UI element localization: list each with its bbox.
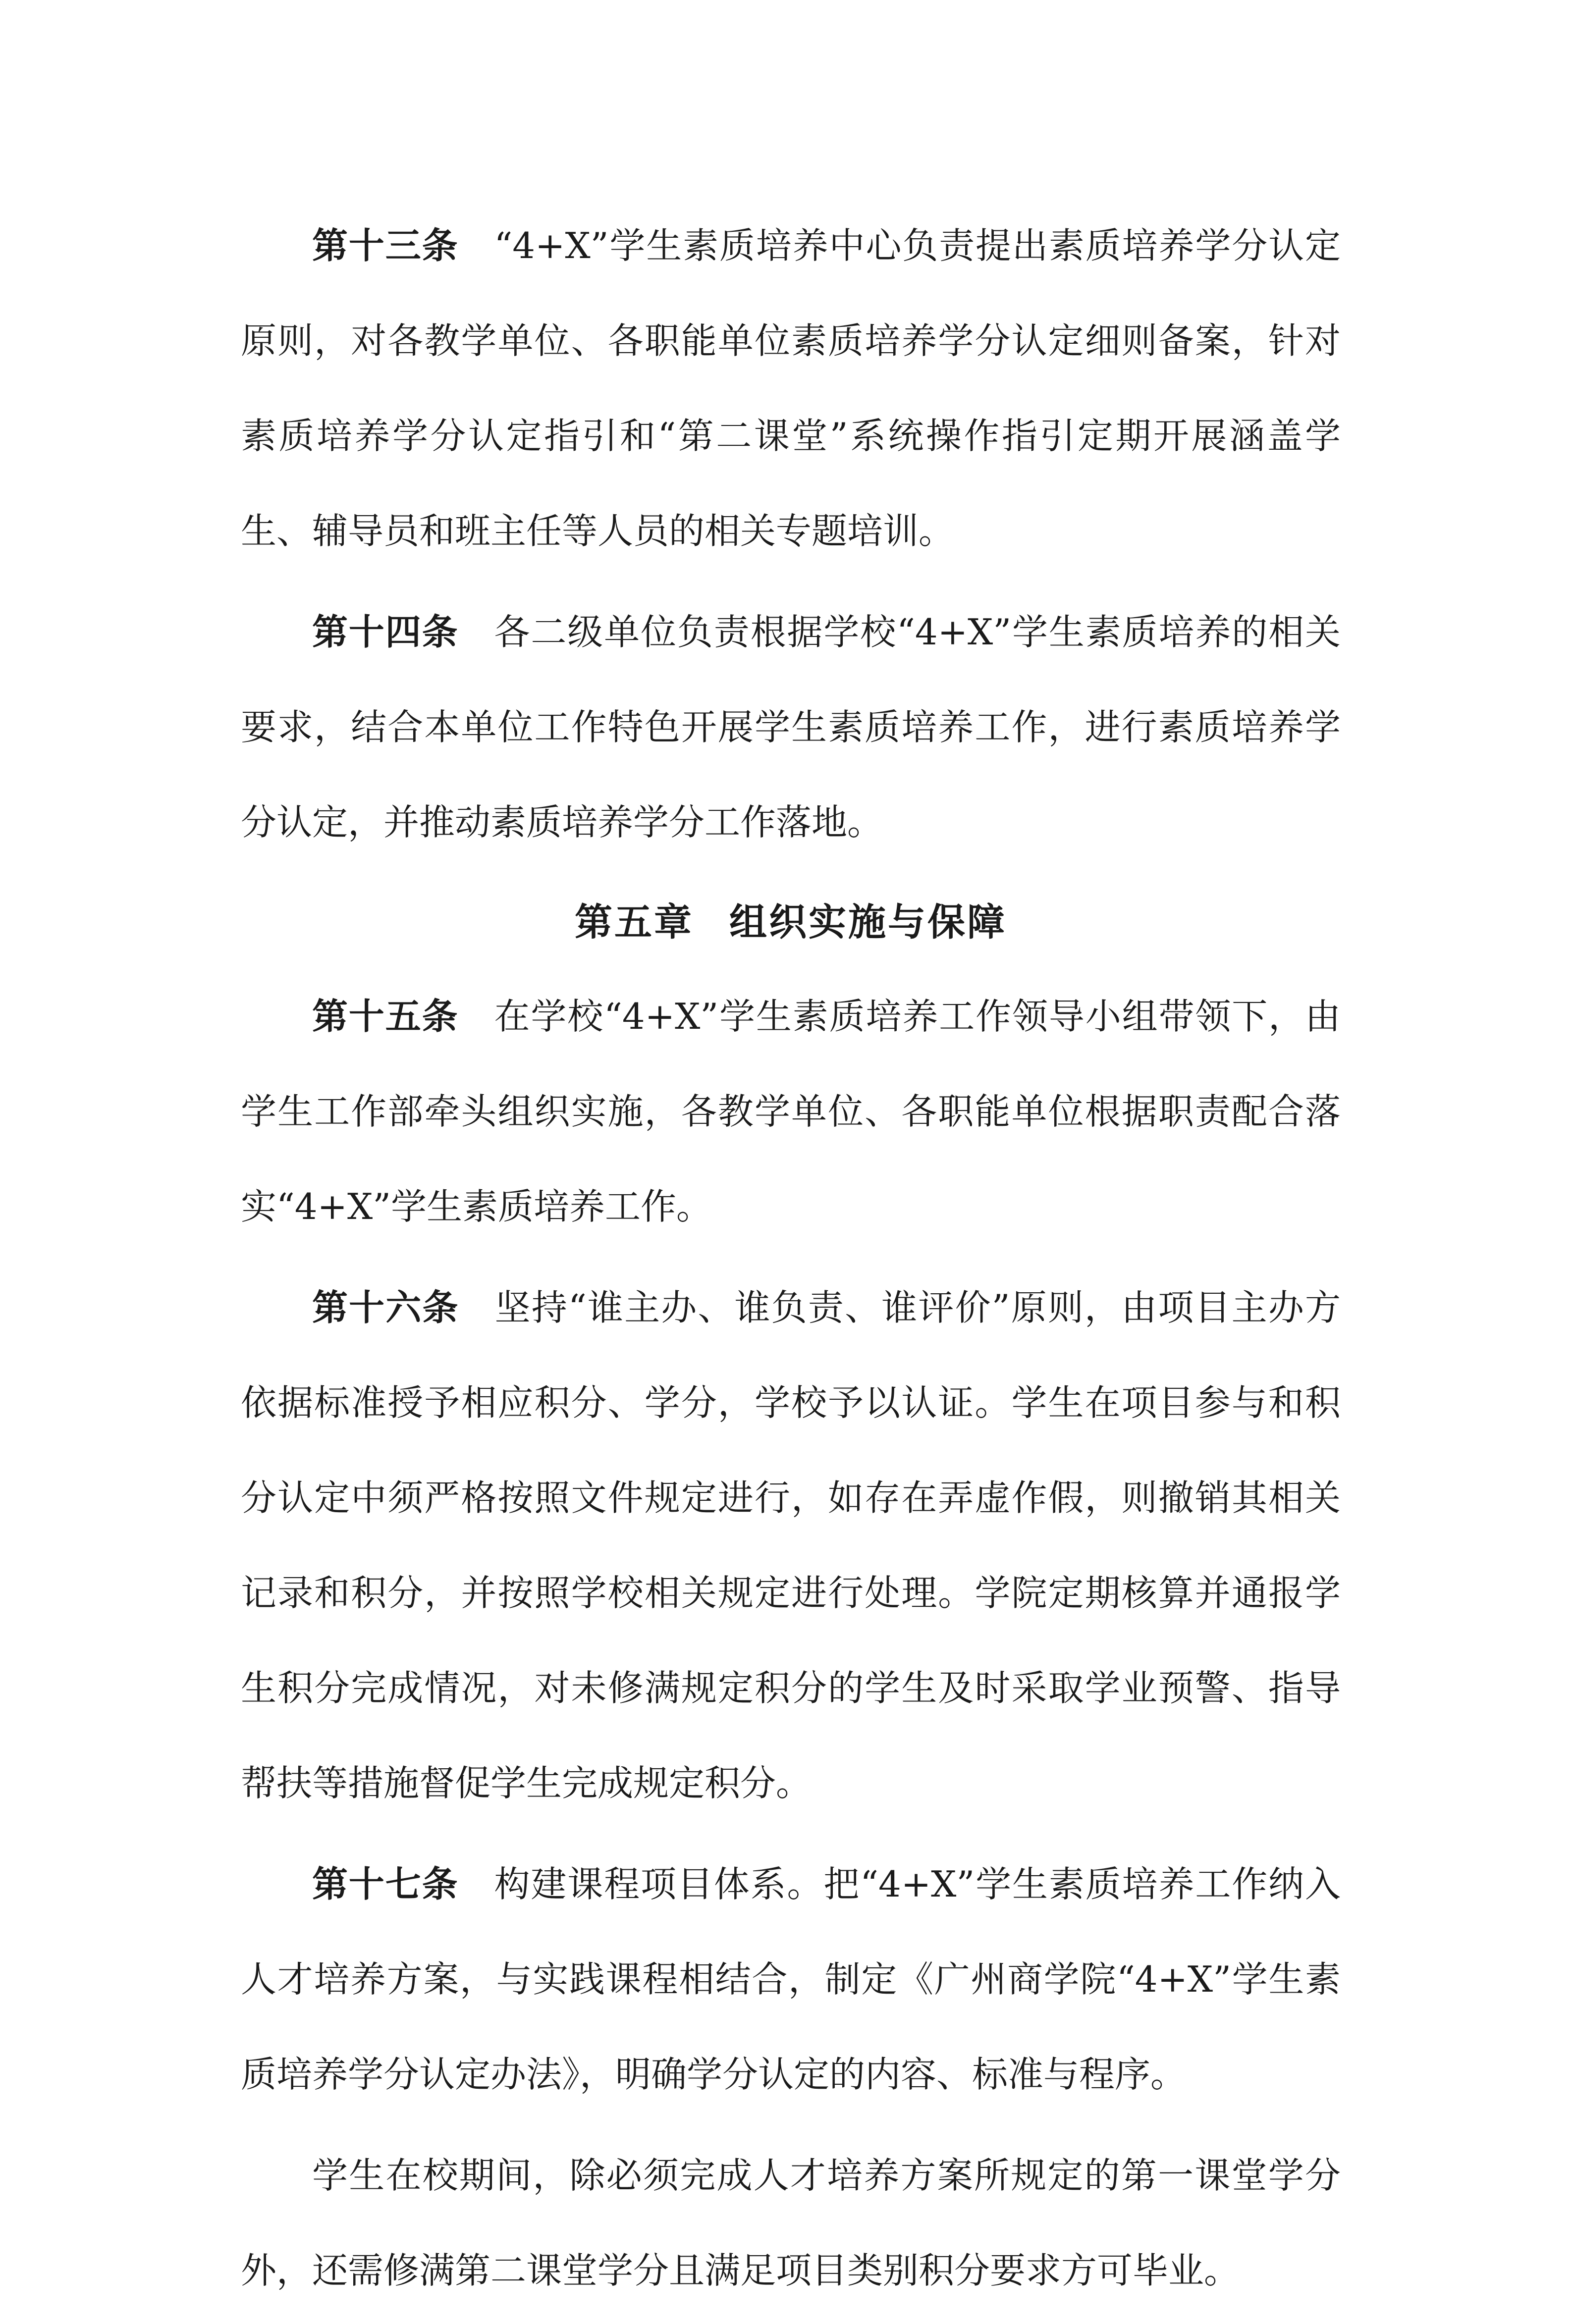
article-number: 第十五条 xyxy=(312,996,459,1037)
article-number: 第十三条 xyxy=(312,225,459,266)
closing-paragraph: 学生在校期间，除必须完成人才培养方案所规定的第一课堂学分外，还需修满第二课堂学分且满足项目类别积分要求方可毕业。 xyxy=(241,2155,1341,2291)
article-15 xyxy=(241,969,1341,1254)
article-16 xyxy=(241,1260,1341,1831)
article-number: 第十六条 xyxy=(312,1287,459,1328)
article-14 xyxy=(241,584,1341,870)
article-text: “4+X”学生素质培养中心负责提出素质培养学分认定原则，对各教学单位、各职能单位素质培养学分认定细则备案，针对素质培养学分认定指引和“第二课堂”系统操作指引定期开展涵盖学生、辅导员和班主任等人员的相关专题培训。 xyxy=(241,225,1341,552)
article-text: 在学校“4+X”学生素质培养工作领导小组带领下，由学生工作部牵头组织实施，各教学单位、各职能单位根据职责配合落实“4+X”学生素质培养工作。 xyxy=(241,996,1341,1227)
article-13 xyxy=(241,198,1341,579)
chapter-title: 组织实施与保障 xyxy=(729,900,1007,944)
article-text: 各二级单位负责根据学校“4+X”学生素质培养的相关要求，结合本单位工作特色开展学生素质培养工作，进行素质培养学分认定，并推动素质培养学分工作落地。 xyxy=(241,611,1341,843)
article-number: 第十四条 xyxy=(312,611,459,653)
article-text: 构建课程项目体系。把“4+X”学生素质培养工作纳入人才培养方案，与实践课程相结合，制定《广州商学院“4+X”学生素质培养学分认定办法》，明确学分认定的内容、标准与程序。 xyxy=(241,1863,1341,2095)
article-number: 第十七条 xyxy=(312,1863,459,1905)
article-text: 坚持“谁主办、谁负责、谁评价”原则，由项目主办方依据标准授予相应积分、学分，学校予以认证。学生在项目参与和积分认定中须严格按照文件规定进行，如存在弄虚作假，则撤销其相关记录和积分，并按照学校相关规定进行处理。学院定期核算并通报学生积分完成情况，对未修满规定积分的学生及时采取学业预警、指导帮扶等措施督促学生完成规定积分。 xyxy=(241,1287,1341,1804)
article-17 xyxy=(241,1837,1341,2122)
chapter-heading xyxy=(241,876,1341,969)
document-body xyxy=(241,198,1341,2324)
chapter-number: 第五章 xyxy=(575,900,694,944)
